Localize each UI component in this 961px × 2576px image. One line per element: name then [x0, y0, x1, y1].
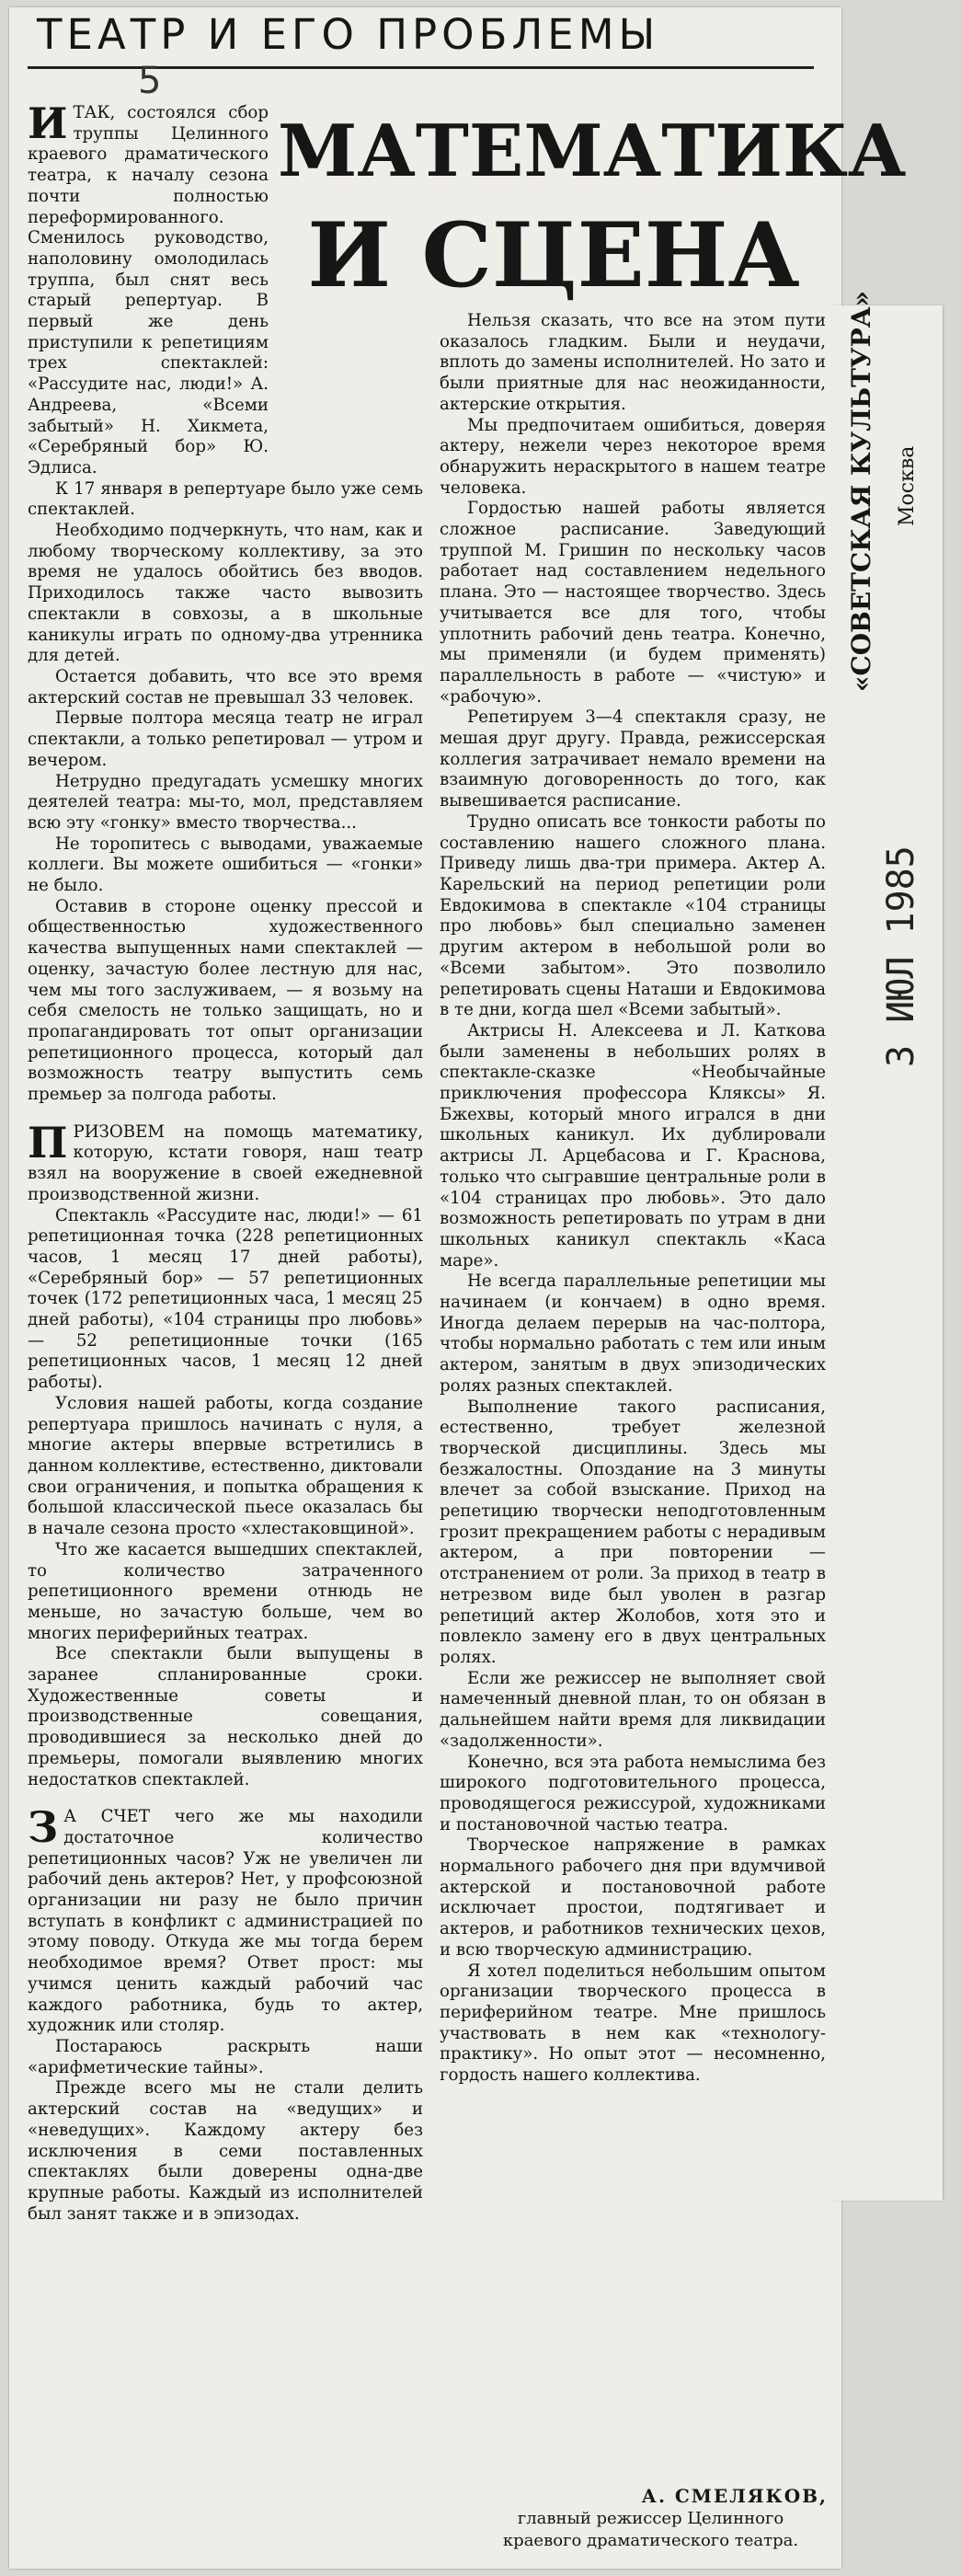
source-city: Москва	[896, 445, 919, 526]
right_col-paragraph: Гордостью нашей работы является сложное расписание. Заведующий труппой М. Гришин по нескольку часов работает над составлением недельного плана. Это — настоящее творчество. Здесь учитывается все для того, чтобы уплотнить рабочий день театра. Конечно, мы применяли (и будем применять) параллельность в работе — «чистую» и «рабочую».	[440, 499, 826, 707]
left_intro-paragraph: Первые полтора месяца театр не играл спектакли, а только репетировал — утром и вечером.	[28, 708, 423, 770]
right_col-paragraph: Творческое напряжение в рамках нормального рабочего дня при вдумчивой актерской и постановочной работе исключает простои, подтягивает и актеров, и работников технических цехов, и всю творческую администрацию.	[440, 1835, 826, 1960]
right_col-paragraph: Конечно, вся эта работа немыслима без широкого подготовительного процесса, проводящегося режиссурой, художниками и постановочной частью театра.	[440, 1752, 826, 1834]
date-stamp	[864, 828, 938, 1067]
signature-position-1: главный режиссер Целинного	[517, 2509, 784, 2528]
drop-cap: З	[28, 1802, 59, 1853]
right_col-paragraph: Я хотел поделиться небольшим опытом организации творческого процесса в периферийном театре. Мне пришлось участвовать в нем как «технологу-практику». Но опыт этот — несомненно, гордость нашего коллектива.	[440, 1961, 826, 2086]
handwritten-mark: 5	[138, 60, 162, 102]
left_section2-paragraph: Спектакль «Рассудите нас, люди!» — 61 репетиционная точка (228 репетиционных часов, 1 месяц 17 дней работы), «Серебряный бор» — 57 репетиционных точек (172 репетиционных часа, 1 месяц 25 дней работы), «104 страницы про любовь» — 52 репетиционные точки (165 репетиционных часов, 1 месяц 12 дней работы).	[28, 1205, 423, 1393]
headline-line-2: И СЦЕНА	[307, 203, 800, 307]
left_intro-paragraph: Остается добавить, что все это время актерский состав не превышал 33 человек.	[28, 666, 423, 707]
source-label	[839, 291, 947, 692]
left_intro-paragraph: К 17 января в репертуаре было уже семь спектаклей.	[28, 478, 423, 520]
left_section3-paragraph: Прежде всего мы не стали делить актерский состав на «ведущих» и «неведущих». Каждому актеру без исключения в семи поставленных спектаклях были доверены одна-две крупные работы. Каждый из исполнителей был занят также и в эпизодах.	[28, 2078, 423, 2224]
signature	[437, 2484, 828, 2552]
right_col-paragraph: Мы предпочитаем ошибиться, доверяя актеру, нежели через некоторое время обнаружить нераскрытого в нашем театре человека.	[440, 415, 826, 498]
left_section2-paragraph: Что же касается вышедших спектаклей, то количество затраченного репетиционного времени отнюдь не меньше, но зачастую больше, чем во многих периферийных театрах.	[28, 1539, 423, 1643]
left_section3-paragraph: Постараюсь раскрыть наши «арифметические тайны».	[28, 2036, 423, 2077]
signature-position-2: краевого драматического театра.	[502, 2531, 799, 2550]
right_col-paragraph: Репетируем 3—4 спектакля сразу, не мешая друг другу. Правда, режиссерская коллегия затрачивает немало времени на взаимную договоренность до того, как вывешивается расписание.	[440, 707, 826, 811]
rubric-header: ТЕАТР И ЕГО ПРОБЛЕМЫ	[37, 10, 660, 59]
source-name: «СОВЕТСКАЯ КУЛЬТУРА»	[846, 291, 876, 692]
intro-block	[28, 98, 423, 1106]
section-2	[28, 1117, 423, 1791]
left_intro-paragraph: Нетрудно предугадать усмешку многих деятелей театра: мы-то, мол, представляем всю эту «гонку» вместо творчества...	[28, 771, 423, 833]
right-column	[440, 311, 826, 2087]
right_col-paragraph: Актрисы Н. Алексеева и Л. Каткова были заменены в небольших ролях в спектакле-сказке «Необычайные приключения профессора Кляксы» Я. Бжехвы, который много игрался в дни школьных каникул. Их дублировали актрисы Л. Арцебасова и Г. Краснова, только что сыгравшие центральные роли в «104 страницах про любовь». Это дало возможность репетировать по утрам в дни школьных каникул спектакль «Каса маре».	[440, 1020, 826, 1271]
left_section3-paragraph: З А СЧЕТ чего же мы находили достаточное количество репетиционных часов? Уж не увеличен ли рабочий день актеров? Нет, у профсоюзной организации ни разу не было причин вступать в конфликт с администрацией по этому поводу. Откуда же мы тогда берем необходимое время? Ответ прост: мы учимся ценить каждый рабочий час каждого работника, будь то актер, художник или столяр.	[28, 1802, 423, 2036]
date-stamp-text: 3 ИЮЛ 1985	[880, 845, 922, 1067]
drop-cap: П	[28, 1117, 68, 1167]
left_intro-paragraph: Оставив в стороне оценку прессой и общественностью художественного качества выпущенных нами спектаклей — оценку, зачастую более лестную для нас, чем мы того заслуживаем, — я возьму на себя смелость не только защищать, но и пропагандировать тот опыт организации репетиционного процесса, который дал возможность театру выпустить семь премьер за полгода работы.	[28, 896, 423, 1105]
right_col-paragraph: Выполнение такого расписания, естественно, требует железной творческой дисциплины. Здесь мы безжалостны. Опоздание на 3 минуты влечет за собой взыскание. Приход на репетицию творчески неподготовленным грозит прекращением работы с нерадивым актером, а при повторении — отстранением от роли. За приход в театр в нетрезвом виде был уволен в разгар репетиций актер Жолобов, хотя это и повлекло замену его в двух центральных ролях.	[440, 1397, 826, 1667]
left_intro-paragraph: Необходимо подчеркнуть, что нам, как и любому творческому коллективу, за это время не удалось обойтись без вводов. Приходилось также часто вывозить спектакли в совхозы, а в школьные каникулы играть по одному-два утренника для детей.	[28, 521, 423, 666]
signature-name: А. СМЕЛЯКОВ,	[641, 2485, 828, 2507]
left_section2-paragraph: Условия нашей работы, когда создание репертуара пришлось начинать с нуля, а многие актеры впервые встретились в данном коллективе, естественно, диктовали свои ограничения, и попытка обращения к большой классической пьесе оказалась бы в начале сезона просто «хлестаковщиной».	[28, 1393, 423, 1539]
left_intro-paragraph: Не торопитесь с выводами, уважаемые коллеги. Вы можете ошибиться — «гонки» не было.	[28, 834, 423, 896]
right_col-paragraph: Нельзя сказать, что все на этом пути оказалось гладким. Были и неудачи, вплоть до замены исполнителей. Но зато и были приятные для нас неожиданности, актерские открытия.	[440, 311, 826, 414]
right_col-paragraph: Если же режиссер не выполняет свой намеченный дневной план, то он обязан в дальнейшем найти время для ликвидации «задолженности».	[440, 1668, 826, 1751]
right_col-paragraph: Трудно описать все тонкости работы по составлению нашего сложного плана. Приведу лишь два-три примера. Актер А. Карельский на период репетиции роли Евдокимова в спектакле «104 страницы про любовь» был специально заменен другим актером в небольшой роли во «Всеми забытом». Это позволило репетировать сцены Наташи и Евдокимова в те дни, когда шел «Всеми забытый».	[440, 811, 826, 1020]
headline-line-1: МАТЕМАТИКА	[278, 109, 907, 193]
right_col-paragraph: Не всегда параллельные репетиции мы начинаем (и кончаем) в одно время. Иногда делаем перерыв на час-полтора, чтобы нормально работать с тем или иным актером, занятым в двух эпизодических ролях разных спектаклей.	[440, 1271, 826, 1396]
left_section2-paragraph: Все спектакли были выпущены в заранее спланированные сроки. Художественные советы и производственные совещания, проводившиеся за несколько дней до премьеры, помогали выявлению многих недостатков спектаклей.	[28, 1644, 423, 1789]
section-3	[28, 1802, 423, 2225]
left-column	[28, 98, 423, 2225]
drop-cap: И	[28, 98, 68, 148]
left_section2-paragraph: ПРИЗОВЕМ на помощь математику, которую, кстати говоря, наш театр взял на вооружение в своей ежедневной производственной жизни.	[28, 1117, 423, 1204]
left_intro-paragraph: ИТАК, состоялся сбор труппы Целинного краевого драматического театра, к началу сезона почти полностью переформированного. Сменилось руководство, наполовину омолодилась труппа, был снят весь старый репертуар. В первый же день приступили к репетициям трех спектаклей: «Рассудите нас, люди!» А. Андреева, «Всеми забытый» Н. Хикмета, «Серебряный бор» Ю. Эдлиса.	[28, 98, 269, 477]
